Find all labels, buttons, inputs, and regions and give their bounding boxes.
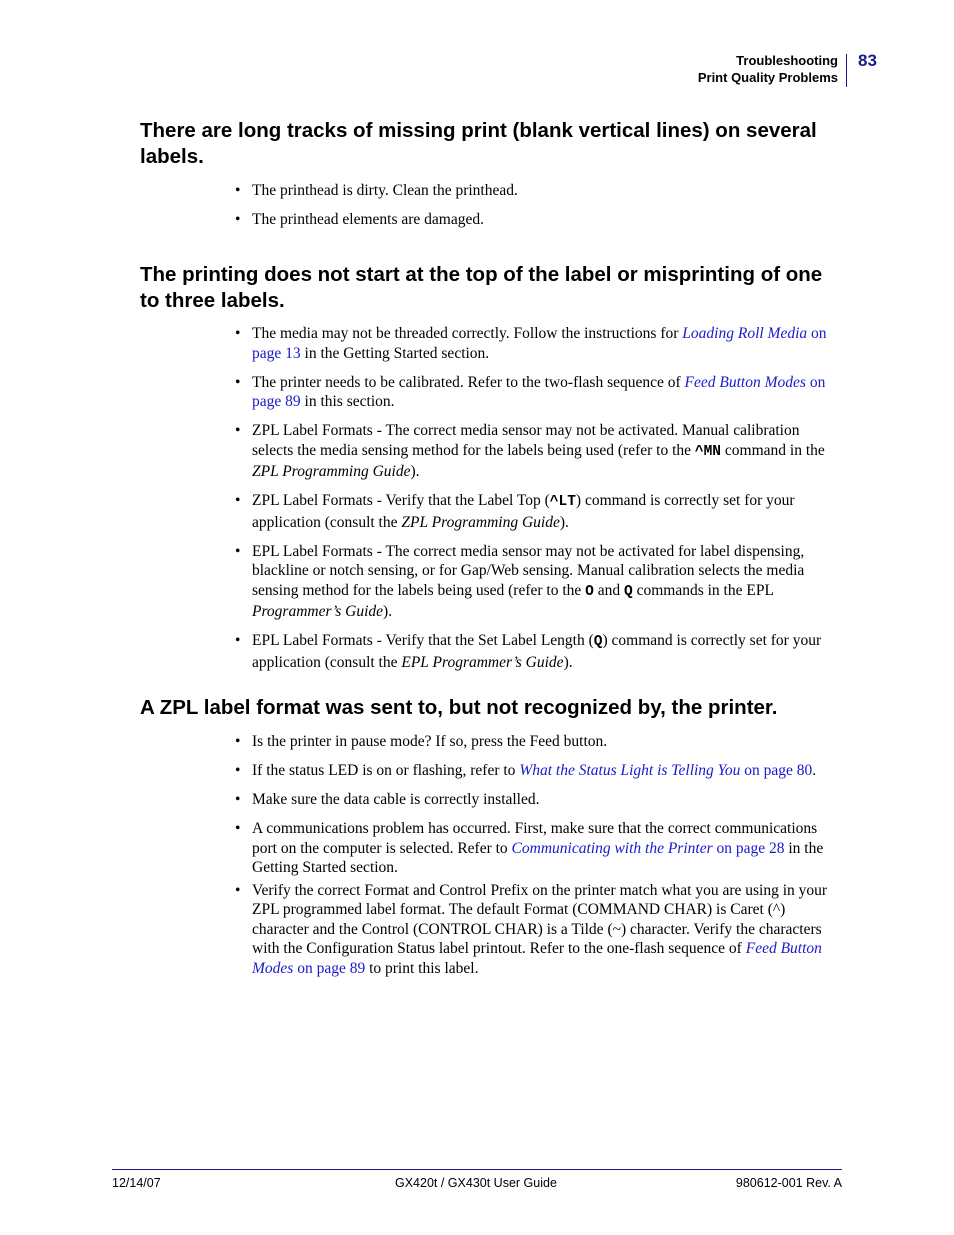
footer-date: 12/14/07 bbox=[112, 1176, 161, 1190]
item-text: EPL Label Formats - Verify that the Set Label Length ( bbox=[252, 632, 594, 649]
link-title: Feed Button Modes bbox=[684, 373, 806, 391]
bullet-list-missing-print bbox=[233, 181, 843, 239]
section-heading-misprinting: The printing does not start at the top of the label or misprinting of one to three labels. bbox=[140, 263, 823, 312]
page-number: 83 bbox=[858, 51, 877, 70]
guide-title: ZPL Programming Guide bbox=[401, 513, 560, 531]
header-text bbox=[698, 52, 838, 86]
bullet-icon: • bbox=[235, 632, 241, 649]
bullet-list-misprinting bbox=[233, 324, 843, 682]
bullet-icon: • bbox=[235, 820, 241, 837]
header-subsection: Print Quality Problems bbox=[697, 70, 838, 85]
footer-title: GX420t / GX430t User Guide bbox=[395, 1176, 557, 1190]
item-text: command in the bbox=[721, 441, 825, 459]
item-text: The printhead is dirty. Clean the printhead. bbox=[252, 182, 518, 199]
item-text: in the Getting Started section. bbox=[252, 839, 824, 876]
guide-title: Programmer’s Guide bbox=[252, 603, 384, 620]
item-text: The printer needs to be calibrated. Refer to the two-flash sequence of bbox=[252, 373, 685, 391]
list-item bbox=[233, 181, 843, 201]
command-code: Q bbox=[593, 634, 603, 650]
link-page: on page 89 bbox=[252, 373, 826, 410]
command-code: Q bbox=[624, 583, 633, 600]
item-text: Is the printer in pause mode? If so, press the Feed button. bbox=[252, 733, 608, 750]
link-title: Feed Button Modes bbox=[252, 940, 822, 977]
item-text: ) command is correctly set for your application (consult the bbox=[252, 632, 822, 671]
item-text: EPL Label Formats - The correct media sensor may not be activated for label dispensing, blackline or notch sensing, or for Gap/Web sensing. Manual calibration selects the media sensing method for the labels being used (refer to the bbox=[252, 542, 805, 599]
link-title: Loading Roll Media bbox=[682, 325, 808, 342]
list-item bbox=[233, 819, 843, 878]
command-code: ^MN bbox=[694, 443, 722, 460]
header-section: Troubleshooting bbox=[736, 53, 838, 68]
bullet-icon: • bbox=[235, 881, 241, 899]
list-item bbox=[233, 542, 843, 622]
link-page: on page 13 bbox=[252, 325, 827, 362]
footer-rule bbox=[112, 1169, 842, 1170]
item-text: in this section. bbox=[300, 393, 395, 410]
item-text: ) command is correctly set for your application (consult the bbox=[252, 492, 795, 531]
link-title: What the Status Light is Telling You bbox=[519, 762, 741, 779]
item-text: If the status LED is on or flashing, refer to bbox=[252, 762, 520, 779]
list-item bbox=[233, 732, 843, 752]
list-item bbox=[233, 324, 843, 363]
guide-title: ZPL Programming Guide bbox=[252, 463, 411, 480]
item-text: . bbox=[812, 762, 817, 779]
item-text: ). bbox=[410, 463, 420, 480]
bullet-icon: • bbox=[235, 325, 241, 342]
item-text: The media may not be threaded correctly. Follow the instructions for bbox=[252, 325, 683, 342]
list-item bbox=[233, 421, 843, 482]
item-text: ). bbox=[383, 603, 393, 620]
list-item bbox=[233, 881, 843, 979]
bullet-icon: • bbox=[235, 733, 241, 750]
link-page: on page 80 bbox=[740, 762, 813, 779]
bullet-icon: • bbox=[235, 211, 241, 228]
section-heading-zpl-not-recognized: A ZPL label format was sent to, but not recognized by, the printer. bbox=[140, 696, 778, 719]
item-text: and bbox=[593, 581, 624, 599]
item-text: ). bbox=[563, 653, 573, 671]
bullet-icon: • bbox=[235, 791, 241, 808]
item-text: commands in the EPL bbox=[632, 581, 774, 599]
header-divider bbox=[846, 54, 847, 87]
bullet-icon: • bbox=[235, 422, 241, 439]
list-item bbox=[233, 373, 843, 412]
footer-doc-number: 980612-001 Rev. A bbox=[735, 1176, 842, 1190]
list-item bbox=[233, 210, 843, 230]
command-code: O bbox=[585, 583, 594, 600]
bullet-list-zpl-not-recognized bbox=[233, 732, 843, 988]
item-text: A communications problem has occurred. First, make sure that the correct communications port on the computer is selected. Refer to bbox=[252, 820, 818, 857]
item-text: to print this label. bbox=[365, 959, 479, 977]
link-title: Communicating with the Printer bbox=[511, 839, 713, 857]
item-text: in the Getting Started section. bbox=[300, 344, 490, 362]
section-heading-missing-print: There are long tracks of missing print (blank vertical lines) on several labels. bbox=[140, 119, 817, 168]
list-item bbox=[233, 491, 843, 532]
bullet-icon: • bbox=[235, 762, 241, 779]
item-text: ZPL Label Formats - Verify that the Label Top ( bbox=[252, 492, 550, 509]
link-communicating-with-printer[interactable] bbox=[512, 840, 785, 857]
bullet-icon: • bbox=[235, 542, 241, 560]
guide-title: EPL Programmer’s Guide bbox=[401, 653, 564, 671]
list-item bbox=[233, 761, 843, 781]
link-page: on page 89 bbox=[293, 959, 366, 977]
list-item bbox=[233, 790, 843, 810]
list-item bbox=[233, 631, 843, 672]
item-text: ). bbox=[559, 513, 569, 531]
item-text: Verify the correct Format and Control Prefix on the printer match what you are using in your ZPL programmed label format. The default Format (COMMAND CHAR) is Caret (^) character and the Control (CONTROL CHAR) is a Tilde (~) character. Verify the characters with the Configuration Status label printout. Refer to the one-flash sequence of bbox=[252, 881, 828, 957]
link-page: on page 28 bbox=[712, 839, 785, 857]
bullet-icon: • bbox=[235, 373, 241, 391]
item-text: ZPL Label Formats - The correct media sensor may not be activated. Manual calibration selects the media sensing method for the labels being used (refer to the bbox=[252, 422, 800, 459]
bullet-icon: • bbox=[235, 492, 241, 509]
link-status-light[interactable] bbox=[519, 762, 812, 779]
item-text: Make sure the data cable is correctly installed. bbox=[252, 791, 540, 808]
bullet-icon: • bbox=[235, 182, 241, 199]
command-code: ^LT bbox=[549, 494, 576, 510]
item-text: The printhead elements are damaged. bbox=[252, 211, 484, 228]
